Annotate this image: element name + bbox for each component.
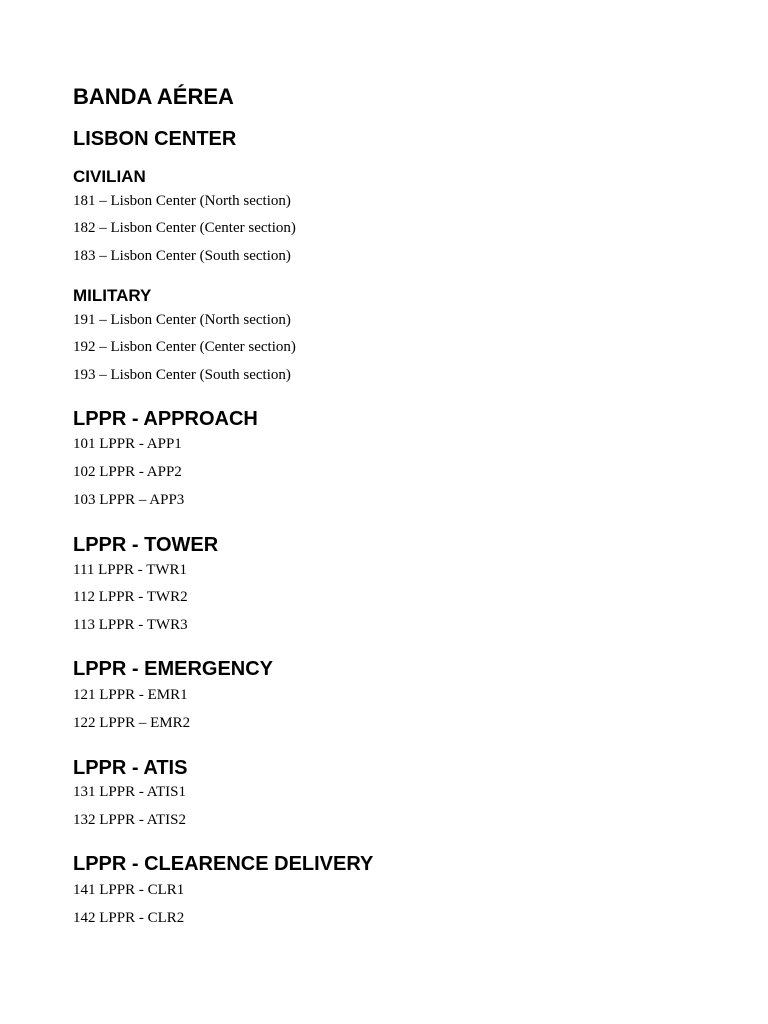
list-item: 122 LPPR – EMR2	[73, 715, 191, 731]
list-item: 142 LPPR - CLR2	[73, 910, 185, 926]
list-item: 193 – Lisbon Center (South section)	[73, 367, 291, 383]
list-item: 131 LPPR - ATIS1	[73, 784, 186, 800]
section-heading-lisbon-center: LISBON CENTER	[73, 128, 237, 150]
document-title: BANDA AÉREA	[73, 84, 234, 109]
list-item: 103 LPPR – APP3	[73, 492, 185, 508]
subsection-heading-military: MILITARY	[73, 286, 152, 305]
list-item: 111 LPPR - TWR1	[73, 562, 188, 578]
section-heading-approach: LPPR - APPROACH	[73, 408, 258, 430]
list-item: 113 LPPR - TWR3	[73, 617, 188, 633]
list-item: 101 LPPR - APP1	[73, 436, 182, 452]
list-item: 102 LPPR - APP2	[73, 464, 182, 480]
list-item: 141 LPPR - CLR1	[73, 882, 185, 898]
section-heading-clearence-delivery: LPPR - CLEARENCE DELIVERY	[73, 853, 374, 875]
subsection-heading-civilian: CIVILIAN	[73, 167, 146, 186]
list-item: 181 – Lisbon Center (North section)	[73, 193, 291, 209]
list-item: 112 LPPR - TWR2	[73, 589, 188, 605]
section-heading-atis: LPPR - ATIS	[73, 757, 188, 779]
list-item: 192 – Lisbon Center (Center section)	[73, 339, 296, 355]
list-item: 183 – Lisbon Center (South section)	[73, 248, 291, 264]
list-item: 121 LPPR - EMR1	[73, 687, 188, 703]
list-item: 132 LPPR - ATIS2	[73, 812, 186, 828]
section-heading-tower: LPPR - TOWER	[73, 534, 219, 556]
section-heading-emergency: LPPR - EMERGENCY	[73, 658, 274, 680]
list-item: 182 – Lisbon Center (Center section)	[73, 220, 296, 236]
list-item: 191 – Lisbon Center (North section)	[73, 312, 291, 328]
